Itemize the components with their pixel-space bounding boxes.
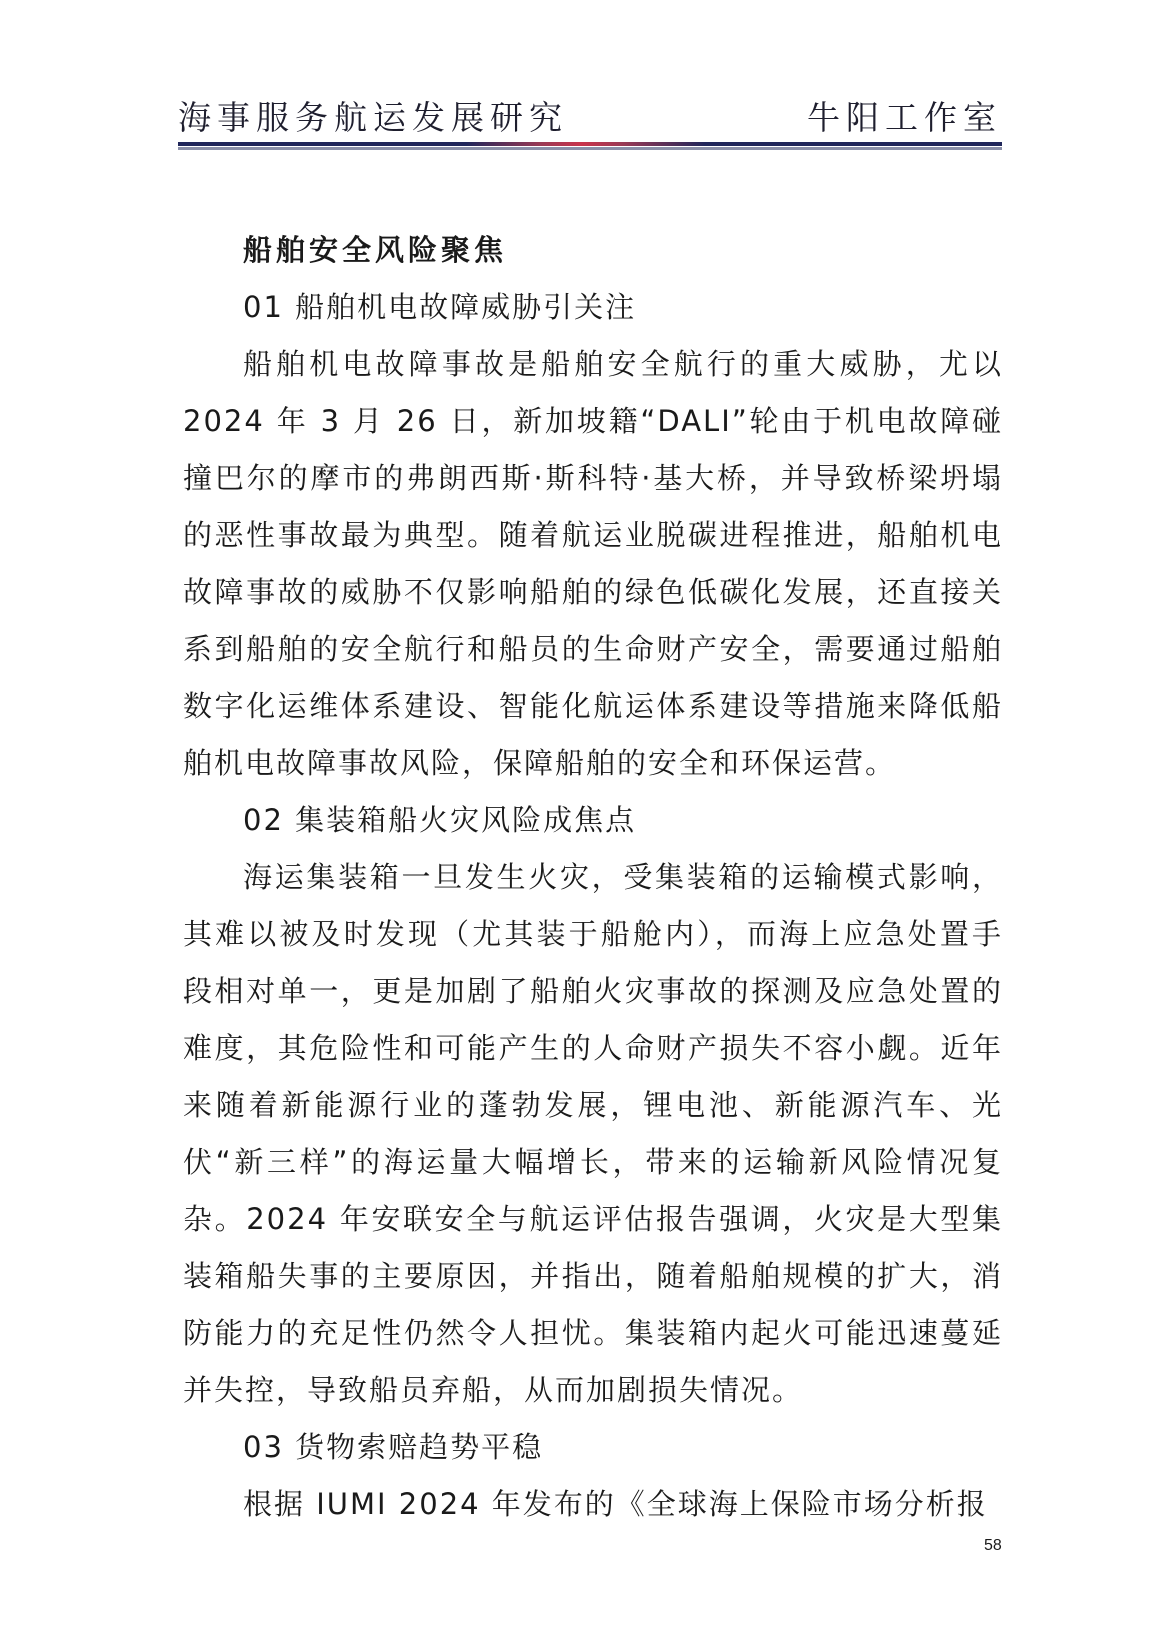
header-rule-accent [178,142,1002,146]
paragraph-01: 船舶机电故障事故是船舶安全航行的重大威胁，尤以2024 年 3 月 26 日，新加坡籍“DALI”轮由于机电故障碰撞巴尔的摩市的弗朗西斯·斯科特·基大桥，并导致桥梁坍塌的恶性事故最为典型。随着航运业脱碳进程推进，船舶机电故障事故的威胁不仅影响船舶的绿色低碳化发展，还直接关系到船舶的安全航行和船员的生命财产安全，需要通过船舶数字化运维体系建设、智能化航运体系建设等措施来降低船舶机电故障事故风险，保障船舶的安全和环保运营。 [183,347,1003,780]
header-title: 海事服务航运发展研究 [178,98,568,137]
article-body [183,222,1003,1533]
header-rule [178,142,1002,151]
paragraph-02: 海运集装箱一旦发生火灾，受集装箱的运输模式影响，其难以被及时发现（尤其装于船舱内），而海上应急处置手段相对单一，更是加剧了船舶火灾事故的探测及应急处置的难度，其危险性和可能产生的人命财产损失不容小觑。近年来随着新能源行业的蓬勃发展，锂电池、新能源汽车、光伏“新三样”的海运量大幅增长，带来的运输新风险情况复杂。2024 年安联安全与航运评估报告强调，火灾是大型集装箱船失事的主要原因，并指出，随着船舶规模的扩大，消防能力的充足性仍然令人担忧。集装箱内起火可能迅速蔓延并失控，导致船员弃船，从而加剧损失情况。 [183,860,1003,1407]
subheading-03: 03 货物索赔趋势平稳 [243,1430,544,1464]
subheading-01: 01 船舶机电故障威胁引关注 [243,290,637,324]
header-studio-name: 牛阳工作室 [807,98,1002,137]
paragraph-03: 根据 IUMI 2024 年发布的《全球海上保险市场分析报 [243,1487,988,1521]
header-rule-base [178,147,1002,150]
subheading-02: 02 集装箱船火灾风险成焦点 [243,803,637,837]
page-number: 58 [984,1537,1002,1554]
section-title: 船舶安全风险聚焦 [243,233,508,267]
